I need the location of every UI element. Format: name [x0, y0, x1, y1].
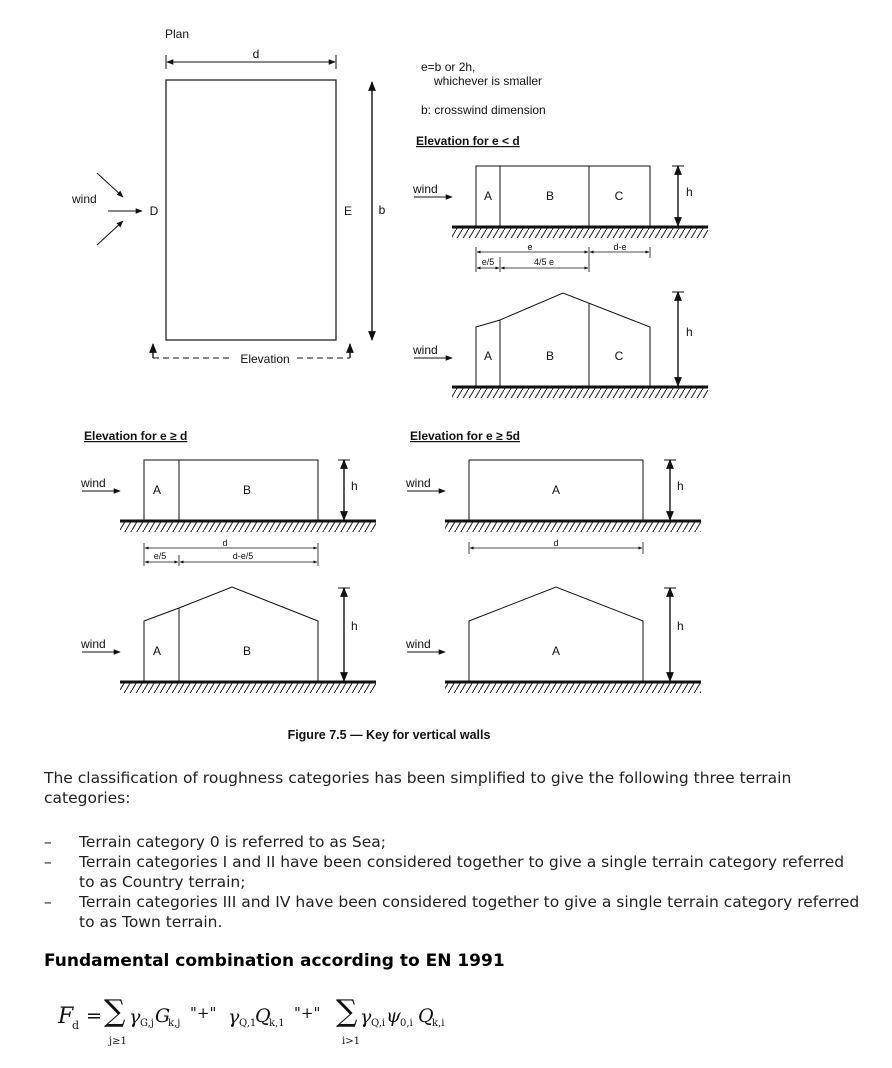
- wind-label-flat-e-lt-d: wind: [413, 182, 438, 196]
- dim-d-minus-e5-e-ge-d: d-e/5: [232, 551, 254, 561]
- zone-a-gable-e-lt-d: A: [483, 349, 493, 363]
- formula-sum-1: ∑: [104, 994, 126, 1029]
- formula-gamma-G-sub: G,j: [140, 1018, 154, 1029]
- zone-a-flat-e-ge-d: A: [152, 483, 162, 497]
- formula-Qi-sub: k,i: [432, 1018, 445, 1029]
- wind-label-flat-e-ge-d: wind: [81, 476, 106, 490]
- building-gable-e-ge-5d: [469, 587, 643, 681]
- formula-psi: ψ: [386, 1005, 401, 1027]
- zone-b-flat-e-ge-d: B: [242, 483, 252, 497]
- wind-arrow-upper: [97, 173, 123, 197]
- formula-gamma-G: γ: [129, 1006, 141, 1028]
- elevation-label: Elevation: [240, 352, 290, 366]
- h-gable-e-ge-5d: h: [677, 619, 684, 633]
- formula-Qi: Q: [418, 1005, 434, 1027]
- h-flat-e-ge-d: h: [351, 479, 358, 493]
- zone-b-flat-e-lt-d: B: [545, 189, 555, 203]
- panel-elevation-e-ge-d: [80, 429, 376, 693]
- dim-e5-e-ge-d: e/5: [153, 551, 167, 561]
- formula-sum-2-sub: i>1: [342, 1036, 360, 1047]
- list-item: – Terrain categories III and IV have been considered together to give a single terrain category referred to as Town terrain.: [44, 893, 860, 931]
- dim-d-minus-e-e-lt-d: d-e: [613, 242, 627, 252]
- formula-G-sub: k,j: [168, 1018, 181, 1029]
- dim-45e-e-lt-d: 4/5 e: [533, 257, 555, 267]
- figure-caption: Figure 7.5 — Key for vertical walls: [287, 728, 491, 742]
- formula-gamma-Q1-sub: Q,1: [239, 1018, 257, 1029]
- list-item-text: Terrain category 0 is referred to as Sea;: [79, 833, 387, 851]
- note-line-2: whichever is smaller: [434, 74, 543, 88]
- formula-gamma-Qi: γ: [360, 1006, 372, 1028]
- formula-gamma-Q1: γ: [228, 1006, 240, 1028]
- plan-rectangle: [166, 80, 336, 340]
- formula-plus-2: "+": [294, 1004, 321, 1022]
- panel-e-ge-5d-title: Elevation for e ≥ 5d: [410, 429, 520, 443]
- panel-e-lt-d-title: Elevation for e < d: [416, 134, 520, 148]
- h-gable-e-lt-d: h: [686, 325, 693, 339]
- panel-elevation-e-lt-d: [412, 134, 708, 398]
- zone-a-gable-e-ge-5d: A: [551, 644, 561, 658]
- roughness-paragraph: The classification of roughness categories has been simplified to give the following three terrain categories:: [44, 769, 792, 807]
- wind-label-gable-e-ge-d: wind: [81, 637, 106, 651]
- notes: [421, 60, 546, 117]
- plan-face-d: D: [149, 204, 159, 218]
- h-flat-e-lt-d: h: [686, 185, 693, 199]
- formula-G: G: [155, 1005, 171, 1027]
- plan-dim-d: d: [252, 47, 260, 61]
- dim-d-e-ge-5d: d: [553, 538, 559, 548]
- list-item-text: Terrain categories I and II have been considered together to give a single terrain category referred to as Country terrain;: [79, 853, 845, 891]
- building-gable-e-ge-d: [144, 587, 318, 681]
- panel-e-ge-d-title: Elevation for e ≥ d: [84, 429, 188, 443]
- panel-elevation-e-ge-5d: [405, 429, 701, 693]
- section-heading: Fundamental combination according to EN 1991: [44, 951, 505, 971]
- building-flat-e-lt-d: [476, 166, 650, 226]
- h-gable-e-ge-d: h: [351, 619, 358, 633]
- building-gable-e-lt-d: [476, 293, 650, 386]
- note-line-3: b: crosswind dimension: [421, 103, 546, 117]
- zone-c-flat-e-lt-d: C: [614, 189, 624, 203]
- formula-gamma-Qi-sub: Q,i: [371, 1018, 386, 1029]
- formula-sum-2: ∑: [336, 994, 358, 1029]
- zone-b-gable-e-ge-d: B: [242, 644, 252, 658]
- note-line-1: e=b or 2h,: [421, 60, 476, 74]
- formula-F-sub: d: [72, 1019, 80, 1032]
- list-item: – Terrain categories I and II have been considered together to give a single terrain category referred to as Country terrain;: [44, 853, 845, 891]
- zone-a-flat-e-lt-d: A: [483, 189, 493, 203]
- zone-c-gable-e-lt-d: C: [614, 349, 624, 363]
- list-item-text: Terrain categories III and IV have been considered together to give a single terrain category referred to as Town terrain.: [79, 893, 860, 931]
- wind-label-gable-e-lt-d: wind: [413, 343, 438, 357]
- fundamental-combination-formula: [58, 996, 478, 1058]
- h-flat-e-ge-5d: h: [677, 479, 684, 493]
- building-flat-e-ge-d: [144, 460, 318, 520]
- zone-a-flat-e-ge-5d: A: [551, 483, 561, 497]
- formula-Q1-sub: k,1: [269, 1018, 285, 1029]
- formula-F: F: [58, 1004, 74, 1029]
- zone-a-gable-e-ge-d: A: [152, 644, 162, 658]
- wind-arrow-lower: [97, 221, 123, 245]
- dim-e5-e-lt-d: e/5: [481, 257, 495, 267]
- terrain-category-list: [44, 832, 864, 932]
- plan-view: [71, 27, 386, 366]
- formula-sum-1-sub: j≥1: [109, 1036, 127, 1047]
- formula-equals: =: [86, 1005, 102, 1027]
- formula-Q1: Q: [255, 1005, 271, 1027]
- formula-psi-sub: 0,i: [400, 1018, 413, 1029]
- dim-e-e-lt-d: e: [527, 242, 533, 252]
- wind-label-gable-e-ge-5d: wind: [406, 637, 431, 651]
- plan-title: Plan: [165, 27, 190, 41]
- formula-plus-1: "+": [190, 1004, 217, 1022]
- wind-label-flat-e-ge-5d: wind: [406, 476, 431, 490]
- plan-dim-b: b: [378, 203, 386, 217]
- zone-b-gable-e-lt-d: B: [545, 349, 555, 363]
- plan-wind-label: wind: [72, 192, 97, 206]
- plan-face-e: E: [343, 204, 353, 218]
- dim-d-e-ge-d: d: [222, 538, 228, 548]
- list-item: – Terrain category 0 is referred to as Sea;: [44, 833, 387, 851]
